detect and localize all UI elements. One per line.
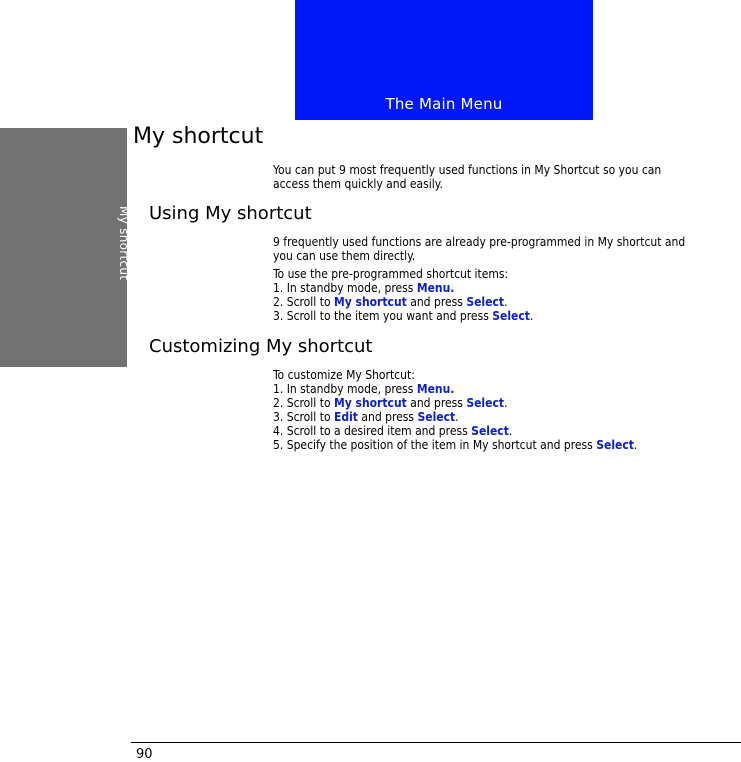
chapter-header	[295, 0, 593, 120]
step-text: and press	[357, 410, 418, 424]
using-line: you can use them directly.	[273, 249, 416, 263]
key-label: Menu.	[416, 382, 455, 396]
using-steps	[273, 267, 733, 323]
step-item	[273, 382, 733, 396]
step-text: 3. Scroll to	[273, 410, 334, 424]
key-label: Select	[596, 438, 634, 452]
step-text: .	[508, 424, 513, 438]
key-label: Edit	[333, 410, 358, 424]
step-text: 1. In standby mode, press	[273, 281, 417, 295]
step-text: .	[633, 438, 638, 452]
footer-divider	[131, 742, 741, 743]
step-text: .	[504, 295, 508, 309]
intro-paragraph	[273, 163, 733, 191]
using-line: 9 frequently used functions are already pre-programmed in My shortcut and	[273, 235, 686, 249]
key-label: Select	[466, 295, 505, 309]
chapter-title: The Main Menu	[385, 95, 503, 113]
key-label: Select	[417, 410, 456, 424]
step-item	[273, 424, 733, 438]
step-text: 5. Specify the position of the item in My shortcut and press	[273, 438, 597, 452]
step-text: and press	[406, 295, 467, 309]
step-text: 1. In standby mode, press	[273, 382, 417, 396]
subheading-customizing: Customizing My shortcut	[149, 336, 373, 357]
key-label: Select	[471, 424, 509, 438]
customizing-steps	[273, 368, 733, 452]
step-item	[273, 410, 733, 424]
key-label: Menu.	[416, 281, 455, 295]
intro-line: access them quickly and easily.	[273, 177, 443, 191]
step-text: 4. Scroll to a desired item and press	[273, 424, 472, 438]
step-text: 2. Scroll to	[273, 295, 334, 309]
key-label: Select	[492, 309, 530, 323]
step-item	[273, 396, 733, 410]
side-tab-label: My shortcut	[117, 206, 131, 281]
step-item	[273, 281, 733, 295]
page-number: 90	[136, 747, 153, 762]
step-text: 3. Scroll to the item you want and press	[273, 309, 493, 323]
step-item	[273, 438, 733, 452]
step-item	[273, 295, 733, 309]
using-paragraph	[273, 235, 733, 263]
step-text: .	[529, 309, 534, 323]
intro-line: You can put 9 most frequently used functions in My Shortcut so you can	[273, 163, 662, 177]
step-text: .	[504, 396, 508, 410]
side-tab	[0, 128, 127, 367]
using-lead: To use the pre-programmed shortcut items:	[273, 267, 509, 281]
step-text: .	[455, 410, 459, 424]
step-text: 2. Scroll to	[273, 396, 334, 410]
step-text: and press	[406, 396, 467, 410]
subheading-using: Using My shortcut	[149, 203, 312, 224]
key-label: My shortcut	[333, 295, 407, 309]
customizing-lead: To customize My Shortcut:	[273, 368, 415, 382]
key-label: My shortcut	[333, 396, 407, 410]
step-item	[273, 309, 733, 323]
section-title: My shortcut	[133, 124, 264, 149]
key-label: Select	[466, 396, 505, 410]
